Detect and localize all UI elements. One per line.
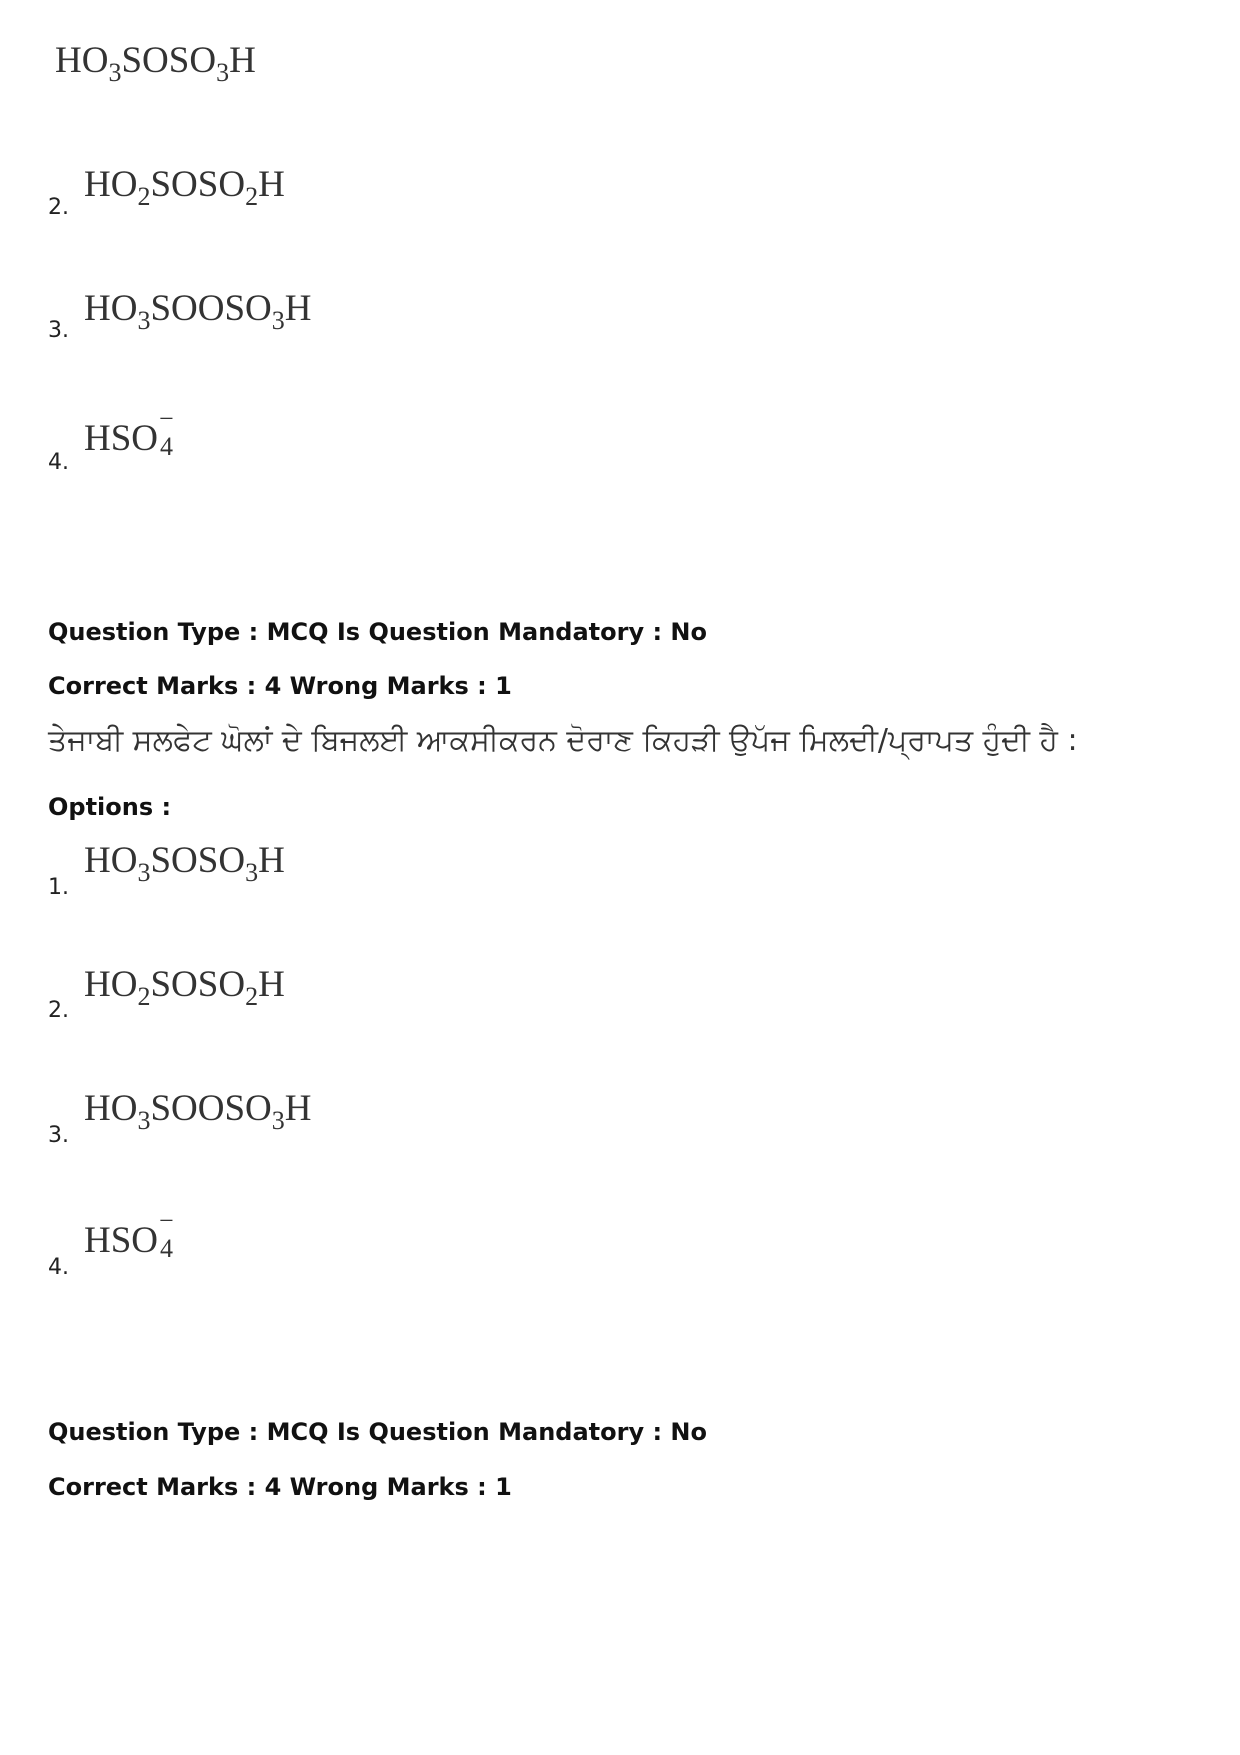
marks-line: Correct Marks : 4 Wrong Marks : 1 — [48, 1473, 512, 1501]
option-formula: HSO − 4 — [84, 1206, 174, 1263]
marks-line: Correct Marks : 4 Wrong Marks : 1 — [48, 672, 512, 700]
option-number: 2. — [48, 998, 69, 1023]
option-formula: $HO_2SOSO_2H$ — [84, 964, 285, 1011]
option-number: 1. — [48, 875, 69, 900]
option-number: 3. — [48, 1123, 69, 1148]
question-type-line: Question Type : MCQ Is Question Mandatory : No — [48, 1418, 707, 1446]
option-number: 2. — [48, 195, 69, 220]
option-formula: HSO − 4 — [84, 404, 174, 461]
question-type-line: Question Type : MCQ Is Question Mandatory : No — [48, 618, 707, 646]
options-label: Options : — [48, 793, 172, 821]
option-formula: $HO_3SOSO_3H$ — [84, 840, 285, 887]
option-formula: $HO_3SOOSO_3H$ — [84, 1088, 312, 1135]
option-formula: $HO_3SOSO_3H$ — [55, 40, 256, 87]
question-text: ਤੇਜਾਬੀ ਸਲਫੇਟ ਘੋਲਾਂ ਦੇ ਬਿਜਲਈ ਆਕਸੀਕਰਨ ਦੋਰਾਣ ਕਿਹੜੀ ਉਪੱਜ ਮਿਲਦੀ/ਪ੍ਰਾਪਤ ਹੁੰਦੀ ਹੈ : — [48, 723, 1078, 758]
option-number: 4. — [48, 1255, 69, 1280]
option-number: 4. — [48, 450, 69, 475]
option-formula: $HO_3SOOSO_3H$ — [84, 288, 312, 335]
option-formula: $HO_2SOSO_2H$ — [84, 164, 285, 211]
option-number: 3. — [48, 318, 69, 343]
